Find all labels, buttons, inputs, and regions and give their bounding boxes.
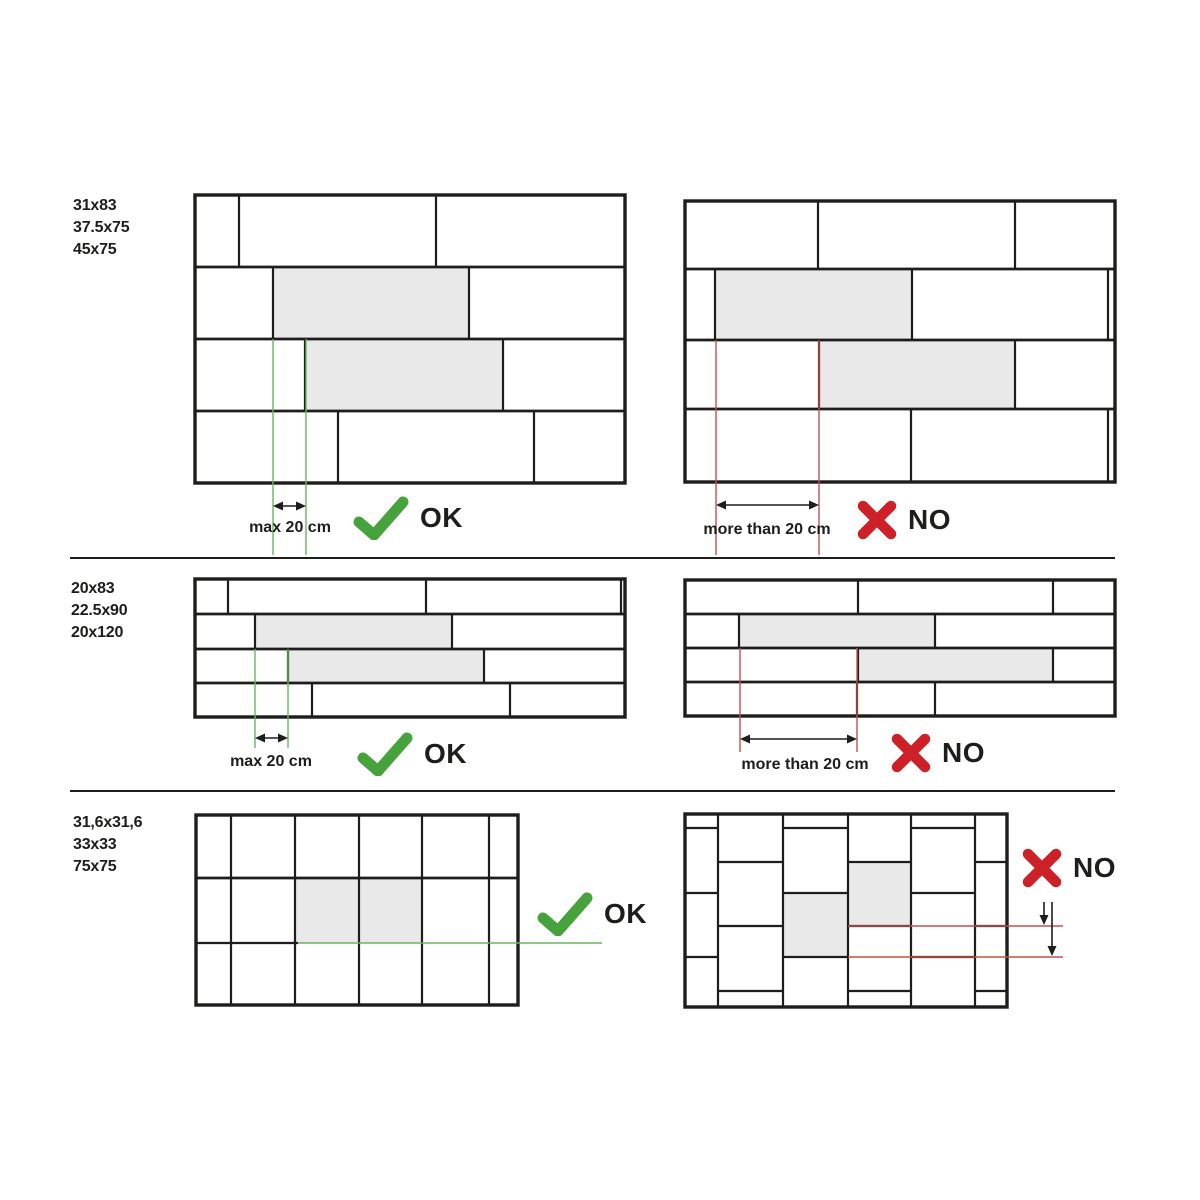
dimension-arrow [716, 501, 819, 510]
offset-arrow [1040, 902, 1049, 925]
excess-offset-label: more than 20 cm [741, 756, 869, 773]
check-icon [536, 892, 594, 936]
size-label: 20x83 [71, 580, 115, 597]
tiles-square-ok-diagram [196, 815, 518, 1005]
highlighted-tile [819, 340, 1015, 409]
verdict-ok-plank [356, 732, 467, 776]
dimension-arrow [740, 735, 857, 744]
verdict-label: OK [420, 502, 463, 533]
size-label: 20x120 [71, 624, 124, 641]
tile-sizes-large [73, 195, 129, 261]
size-label: 31x83 [73, 197, 117, 214]
check-icon [356, 732, 414, 776]
verdict-label: NO [942, 737, 985, 768]
verdict-no-square [1021, 846, 1116, 890]
max-offset-label: max 20 cm [230, 753, 312, 770]
dimension-arrow [255, 734, 288, 743]
tiles-plank-ok-diagram [195, 579, 625, 717]
size-label: 37.5x75 [73, 219, 130, 236]
size-label: 45x75 [73, 241, 117, 258]
max-offset-label: max 20 cm [249, 519, 331, 536]
verdict-ok-large [352, 496, 463, 540]
highlighted-tile [783, 893, 848, 957]
verdict-ok-square [536, 892, 647, 936]
check-icon [352, 496, 410, 540]
tiles-square-no-diagram [685, 814, 1007, 1007]
highlighted-tile [273, 267, 469, 339]
highlighted-tile [305, 339, 503, 411]
cross-icon [1021, 847, 1063, 889]
highlighted-tile [739, 614, 935, 648]
cross-icon [890, 732, 932, 774]
tiles-plank-no-diagram [685, 580, 1115, 716]
verdict-label: OK [604, 898, 647, 929]
highlighted-tile [288, 649, 484, 683]
excess-offset-label: more than 20 cm [703, 521, 831, 538]
highlighted-tile [848, 862, 911, 926]
tile-sizes-square [73, 812, 142, 878]
verdict-label: NO [908, 504, 951, 535]
tiles-large-ok-diagram [195, 195, 625, 483]
verdict-no-large [856, 498, 951, 542]
highlighted-tile [858, 648, 1053, 682]
verdict-no-plank [890, 731, 985, 775]
offset-arrow [1048, 902, 1057, 956]
highlighted-tile [255, 614, 452, 649]
verdict-label: OK [424, 738, 467, 769]
size-label: 33x33 [73, 836, 117, 853]
tile-sizes-plank [71, 578, 127, 644]
verdict-label: NO [1073, 852, 1116, 883]
size-label: 31,6x31,6 [73, 814, 143, 831]
size-label: 22.5x90 [71, 602, 128, 619]
highlighted-tile [715, 269, 912, 340]
cross-icon [856, 499, 898, 541]
dimension-arrow [273, 502, 306, 511]
tiles-large-no-diagram [685, 201, 1115, 482]
size-label: 75x75 [73, 858, 117, 875]
